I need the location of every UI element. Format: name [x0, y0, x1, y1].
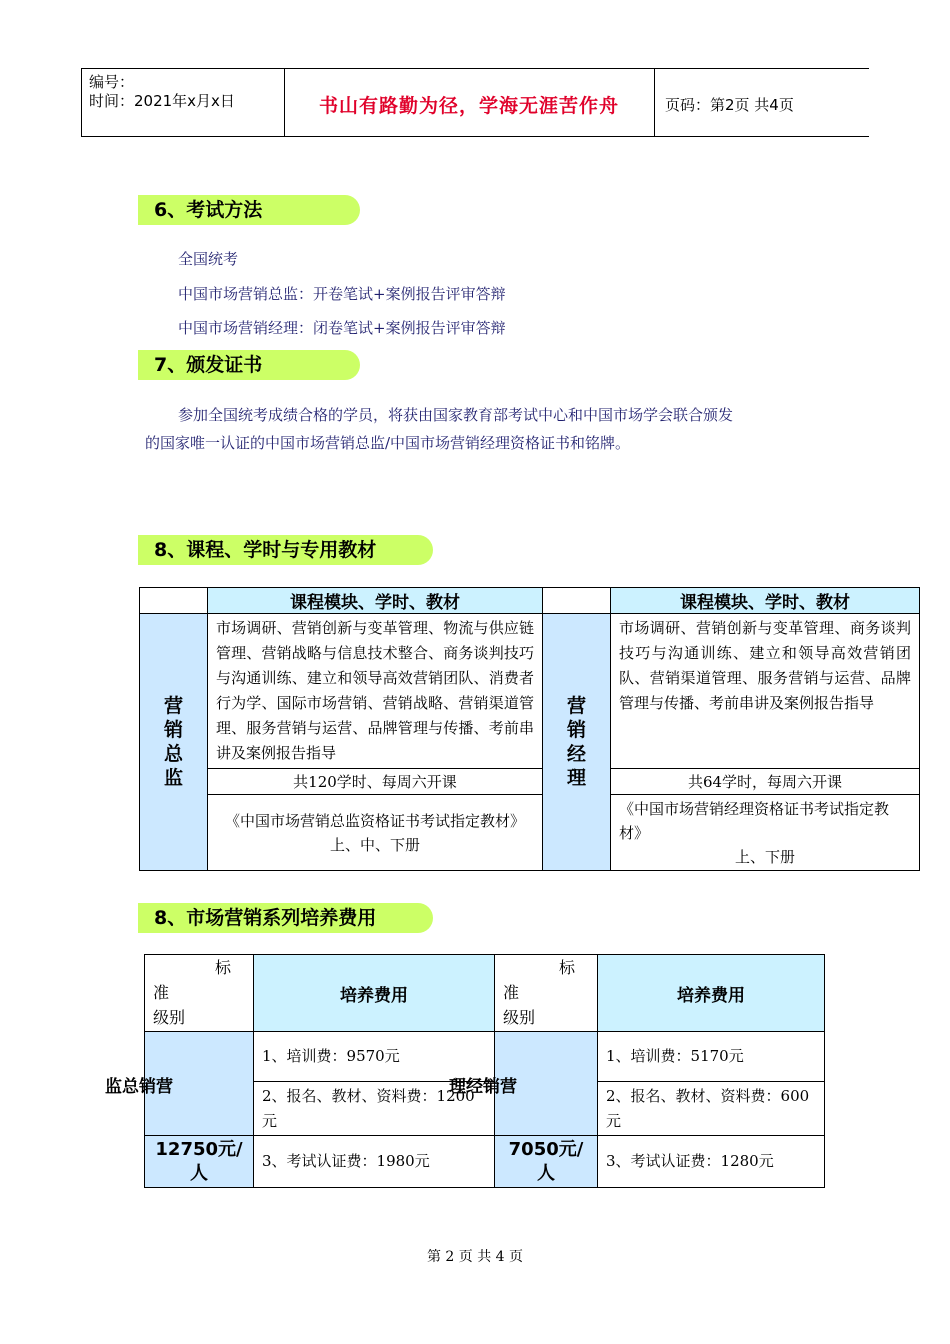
manager-textbook: 《中国市场营销经理资格证书考试指定教材》: [619, 799, 890, 842]
page-footer: 第 2 页 共 4 页: [426, 1249, 524, 1265]
director-level-line-3: 级别: [153, 1008, 186, 1027]
header-time: 时间：2021年x月x日: [89, 92, 235, 110]
manager-side-label: 营销经理: [566, 695, 586, 789]
course-table-corner-left: [140, 588, 208, 614]
director-modules: 市场调研、营销创新与变革管理、物流与供应链管理、营销战略与信息技术整合、商务谈判技巧与沟通训练、建立和领导高效营销团队、消费者行为学、国际市场营销、营销战略、营销渠道管理、服务营销与运营、品牌管理与传播、考前串讲及案例报告指导: [208, 614, 543, 769]
manager-fee-overlay-label: 理经销营: [449, 1077, 517, 1097]
manager-fee-header: 培养费用: [598, 955, 825, 1032]
director-price-line-1: 12750元/: [155, 1138, 243, 1160]
manager-fee-item-1: 1、培训费：5170元: [598, 1032, 825, 1082]
manager-hours: 共64学时，每周六开课: [611, 769, 920, 795]
director-fee-header: 培养费用: [254, 955, 495, 1032]
course-table: [139, 587, 920, 871]
manager-price-line-2: 人: [537, 1162, 555, 1184]
header-number: 编号：: [89, 73, 135, 91]
director-side-label: 营销总监: [163, 695, 183, 789]
manager-fee-item-2: 2、报名、教材、资料费：600元: [598, 1082, 825, 1136]
header-meta: [89, 73, 235, 111]
director-level-line-2: 准: [153, 983, 170, 1002]
manager-price-line-1: 7050元/: [508, 1138, 584, 1160]
manager-side-cell: [543, 614, 611, 871]
course-table-header-left: 课程模块、学时、教材: [208, 588, 543, 614]
director-price: [145, 1136, 254, 1188]
manager-level-line-1: 标: [558, 958, 575, 977]
section-8-fee-title: 8、市场营销系列培养费用: [138, 903, 433, 933]
manager-volumes: 上、下册: [734, 847, 795, 866]
manager-price: [495, 1136, 598, 1188]
section-7-para-line-2: 的国家唯一认证的中国市场营销总监/中国市场营销经理资格证书和铭牌。: [145, 434, 631, 452]
header-motto: 书山有路勤为径，学海无涯苦作舟: [318, 95, 619, 117]
section-7-title: 7、颁发证书: [138, 350, 360, 380]
section-6-line-3: 中国市场营销经理：闭卷笔试+案例报告评审答辩: [178, 319, 506, 337]
course-table-header-right: 课程模块、学时、教材: [611, 588, 920, 614]
section-7-para-line-1: 参加全国统考成绩合格的学员，将获由国家教育部考试中心和中国市场学会联合颁发: [178, 406, 734, 424]
fee-table: [144, 954, 825, 1188]
director-hours: 共120学时、每周六开课: [208, 769, 543, 795]
director-fee-item-3: 3、考试认证费：1980元: [254, 1136, 495, 1188]
director-fee-item-2: 2、报名、教材、资料费：1200元: [254, 1082, 495, 1136]
director-volumes: 上、中、下册: [329, 835, 420, 854]
section-6-line-1: 全国统考: [178, 250, 239, 268]
director-fee-overlay-label: 监总销营: [105, 1077, 173, 1097]
manager-level-line-3: 级别: [503, 1008, 536, 1027]
section-6-line-2: 中国市场营销总监：开卷笔试+案例报告评审答辩: [178, 285, 506, 303]
director-price-line-2: 人: [190, 1162, 208, 1184]
manager-modules: 市场调研、营销创新与变革管理、商务谈判技巧与沟通训练、建立和领导高效营销团队、营销渠道管理、服务营销与运营、品牌管理与传播、考前串讲及案例报告指导: [611, 614, 920, 769]
director-side-cell: [140, 614, 208, 871]
manager-fee-item-3: 3、考试认证费：1280元: [598, 1136, 825, 1188]
course-table-corner-right: [543, 588, 611, 614]
director-textbook: 《中国市场营销总监资格证书考试指定教材》: [224, 811, 525, 830]
manager-level-line-2: 准: [503, 983, 520, 1002]
manager-level-cell: [495, 955, 598, 1032]
section-8-course-title: 8、课程、学时与专用教材: [138, 535, 433, 565]
director-level-line-1: 标: [214, 958, 231, 977]
page-header: [81, 68, 869, 137]
manager-textbook-cell: [611, 795, 920, 871]
director-level-cell: [145, 955, 254, 1032]
header-page: 页码：第2页 共4页: [665, 96, 794, 114]
section-6-title: 6、考试方法: [138, 195, 360, 225]
director-fee-item-1: 1、培训费：9570元: [254, 1032, 495, 1082]
director-textbook-cell: [208, 795, 543, 871]
